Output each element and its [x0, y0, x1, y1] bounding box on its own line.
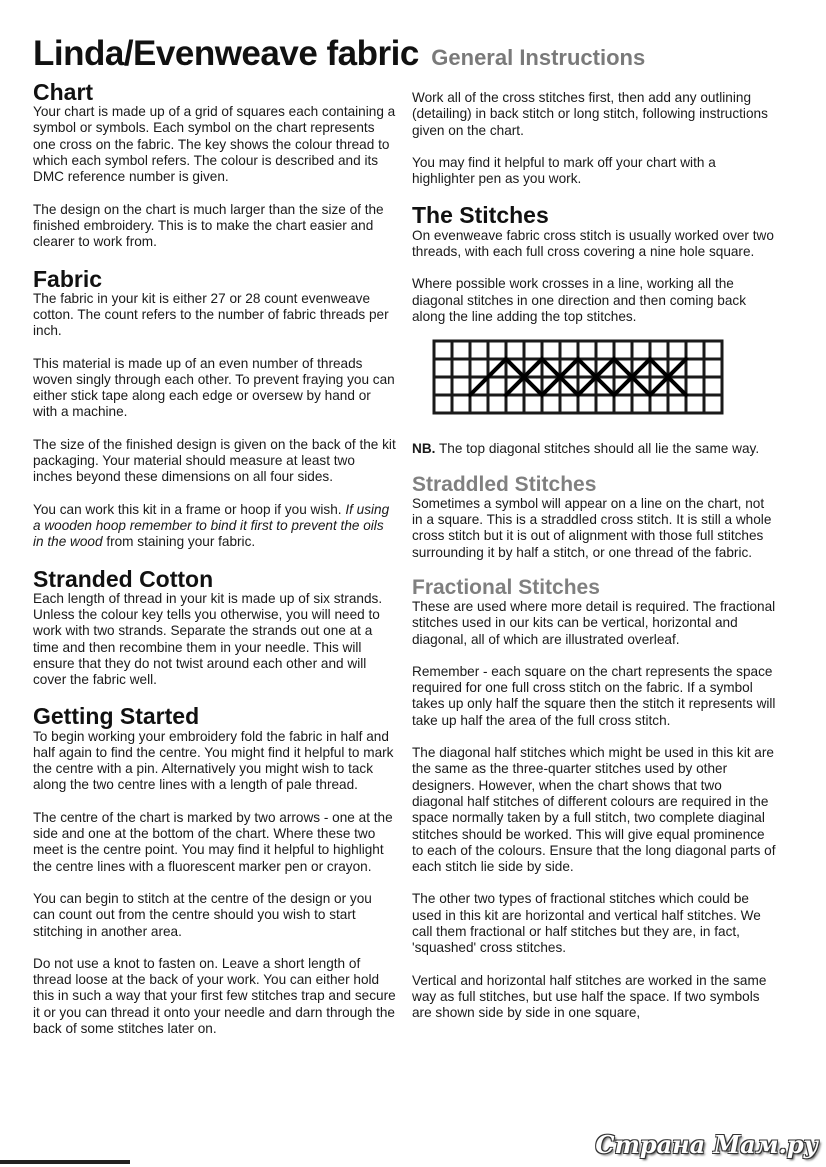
fabric-p4-text: You can work this kit in a frame or hoop if you wish. — [33, 501, 342, 517]
getting-started-paragraph-3: You can begin to stitch at the centre of the design or you can count out from the centre should you wish to start stitching in another area. — [33, 890, 372, 939]
fabric-p4-end: from staining your fabric. — [106, 534, 256, 550]
nb-label: NB. — [412, 441, 436, 457]
fractional-paragraph-2: Remember - each square on the chart represents the space required for one full cross stitch on the fabric. If a symbol takes up only half the square then the stitch it represents will take up half the area of the full cross stitch. — [412, 663, 776, 728]
fabric-paragraph-3: The size of the finished design is given on the back of the kit packaging. Your material should measure at least two inches beyond these dimensions on all four sides. — [33, 436, 396, 485]
straddled-paragraph: Sometimes a symbol will appear on a line on the chart, not in a square. This is a straddled cross stitch. It is still a whole cross stitch but it is out of alignment with those full stitches surrounding it by half a stitch, or one thread of the fabric. — [412, 495, 772, 560]
fractional-paragraph-3: The diagonal half stitches which might be used in this kit are the same as the three-quarter stitches used by other designers. However, when the chart shows that two diagonal half stitches of different colours are required in the space normally taken by a full stitch, two complete diaginal stitches should be worked. This will give equal prominence to each of the colours. Ensure that the long diagonal parts of each stitch lie side by side. — [412, 745, 776, 875]
chart-heading: Chart — [33, 79, 94, 105]
stranded-cotton-paragraph: Each length of thread in your kit is made up of six strands. Unless the colour key tells you otherwise, you will need to work with two strands. Separate the strands out one at a time and then recombine them in your needle. This will ensure that they do not twist around each other and will cover the fabric well. — [33, 590, 383, 688]
fabric-paragraph-4 — [33, 502, 397, 551]
the-stitches-heading: The Stitches — [412, 202, 549, 229]
fabric-paragraph-1: The fabric in your kit is either 27 or 28 count evenweave cotton. The count refers to the number of fabric threads per inch. — [33, 290, 389, 339]
fabric-heading: Fabric — [33, 265, 103, 292]
getting-started-heading: Getting Started — [33, 703, 200, 730]
fractional-paragraph-4: The other two types of fractional stitches which could be used in this kit are horizontal and vertical half stitches. We call them fractional or half stitches but they are, in fact, 'squashed' cross stitches. — [412, 891, 761, 956]
fractional-paragraph-5: Vertical and horizontal half stitches are worked in the same way as full stitches, but use half the space. If two symbols are shown side by side in one square, — [412, 972, 767, 1021]
fabric-p4-italic: If using a wooden hoop remember to bind it first to prevent the oils in the wood — [33, 501, 390, 550]
right-column — [412, 90, 776, 1038]
getting-started-paragraph-4: Do not use a knot to fasten on. Leave a short length of thread loose at the back of your work. You can either hold this in such a way that your first few stitches trap and secure it or you can thread it onto your needle and darn through the back of some stitches later on. — [33, 955, 396, 1037]
straddled-stitches-heading: Straddled Stitches — [412, 472, 597, 496]
chart-paragraph-1: Your chart is made up of a grid of squares each containing a symbol or symbols. Each symbol on the chart represents one cross on the fabric. The key shows the colour thread to which each symbol refers. The colour is described and its DMC reference number is given. — [33, 104, 396, 185]
nb-text: The top diagonal stitches should all lie the same way. — [438, 441, 760, 457]
evenweave-stitch-diagram-icon — [420, 333, 740, 423]
fractional-paragraph-1: These are used where more detail is required. The fractional stitches used in our kits can be vertical, horizontal and diagonal, all of which are illustrated overleaf. — [412, 598, 776, 647]
fabric-paragraph-2: This material is made up of an even number of threads woven singly through each other. To prevent fraying you can either stick tape along each edge or oversew by hand or with a machine. — [33, 355, 395, 420]
fractional-stitches-heading: Fractional Stitches — [412, 575, 600, 599]
nb-paragraph — [412, 441, 776, 457]
page-title-main: Linda/Evenweave fabric — [33, 34, 419, 73]
intro-paragraph-1: Work all of the cross stitches first, then add any outlining (detailing) in back stitch or long stitch, following instructions given on the chart. — [412, 90, 768, 138]
getting-started-paragraph-2: The centre of the chart is marked by two arrows - one at the side and one at the bottom of the chart. Where these two meet is the centre point. You may find it helpful to highlight the centre lines with a fluorescent marker pen or crayon. — [33, 809, 393, 874]
stitches-paragraph-1: On evenweave fabric cross stitch is usually worked over two threads, with each full cross covering a nine hole square. — [412, 227, 774, 259]
site-watermark: Страна Мам.ру — [595, 1130, 818, 1159]
getting-started-paragraph-1: To begin working your embroidery fold the fabric in half and half again to find the centre. You might find it helpful to mark the centre with a pin. Alternatively you might wish to tack along the two centre lines with a length of pale thread. — [33, 728, 394, 793]
page-title — [33, 34, 645, 74]
intro-paragraph-2: You may find it helpful to mark off your chart with a highlighter pen as you work. — [412, 154, 716, 187]
stranded-cotton-heading: Stranded Cotton — [33, 565, 214, 592]
chart-paragraph-2: The design on the chart is much larger than the size of the finished embroidery. This is to make the chart easier and clearer to work from. — [33, 201, 384, 250]
footer-rule — [0, 1160, 130, 1164]
stitches-paragraph-2: Where possible work crosses in a line, working all the diagonal stitches in one direction and then coming back along the line adding the top stitches. — [412, 276, 747, 324]
page-title-subtitle: General Instructions — [431, 45, 646, 70]
left-column — [33, 80, 397, 1053]
